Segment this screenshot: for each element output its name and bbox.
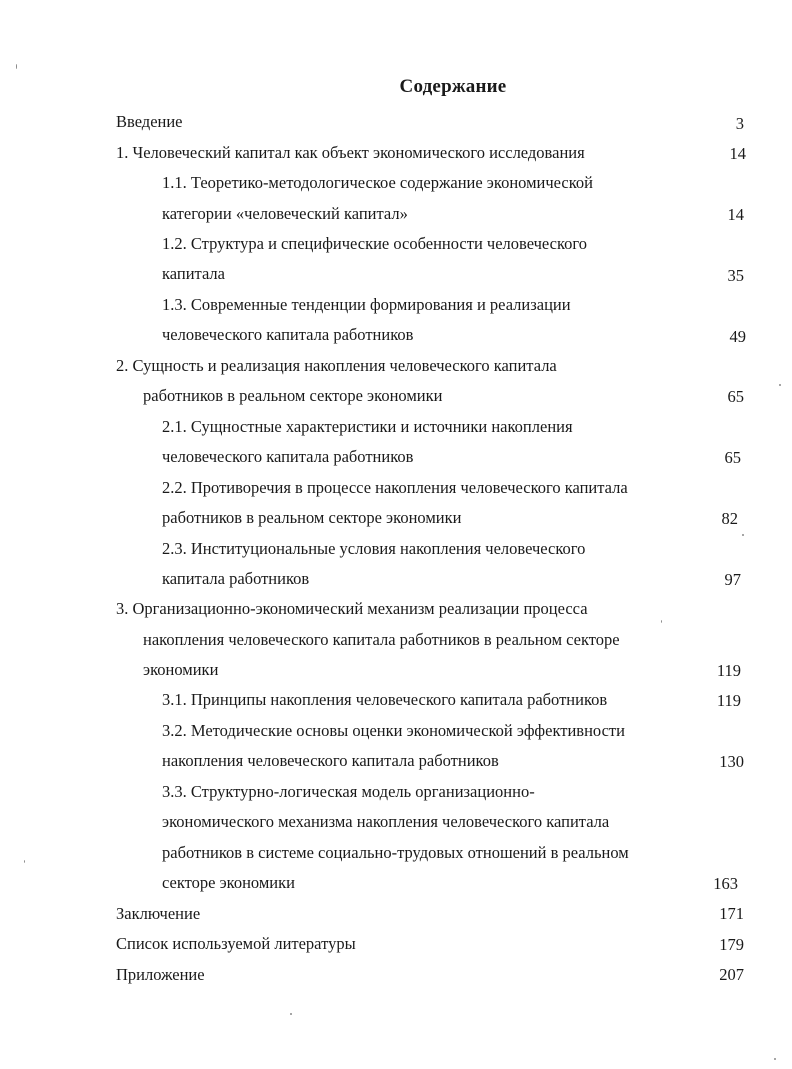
toc-section-heading: 3.3. Структурно-логическая модель организационно- xyxy=(162,782,535,801)
toc-section-heading: 2.2. Противоречия в процессе накопления человеческого капитала xyxy=(162,478,628,497)
scan-speck xyxy=(742,534,744,536)
toc-section-heading: 3.2. Методические основы оценки экономической эффективности xyxy=(162,721,625,740)
toc-entry-text: Заключение xyxy=(116,904,201,923)
toc-section-heading: 1.3. Современные тенденции формирования и реализации xyxy=(162,295,571,314)
toc-section-heading: 2.1. Сущностные характеристики и источники накопления xyxy=(162,417,573,436)
toc-chapter-heading: 2. Сущность и реализация накопления человеческого капитала xyxy=(116,356,557,375)
toc-section-heading: 2.3. Институциональные условия накопления человеческого xyxy=(162,539,586,558)
page-title: Содержание xyxy=(399,76,507,97)
toc-page-number: 207 xyxy=(719,965,744,984)
toc-entry-text: секторе экономики xyxy=(162,873,295,892)
toc-page-number: 97 xyxy=(724,570,741,589)
toc-entry-text: работников в реальном секторе экономики xyxy=(162,508,462,527)
scan-speck xyxy=(24,860,25,863)
toc-page-number: 163 xyxy=(713,874,738,893)
toc-entry-text: человеческого капитала работников xyxy=(162,447,414,466)
scan-speck xyxy=(661,620,662,623)
toc-entry-text: капитала работников xyxy=(162,569,310,588)
toc-entry-text: накопления человеческого капитала работников xyxy=(162,751,499,770)
toc-page-number: 3 xyxy=(735,114,744,133)
toc-section-heading: 1.2. Структура и специфические особенности человеческого xyxy=(162,234,588,253)
toc-page-number: 14 xyxy=(729,144,746,163)
toc-entry-text: капитала xyxy=(162,264,225,283)
toc-page-number: 14 xyxy=(727,205,744,224)
toc-page-number: 35 xyxy=(727,266,744,285)
toc-entry-text: работников в реальном секторе экономики xyxy=(143,386,443,405)
toc-page-number: 82 xyxy=(721,509,738,528)
toc-entry-text: экономики xyxy=(143,660,219,679)
toc-entry-text: экономического механизма накопления человеческого капитала xyxy=(162,812,610,831)
toc-entry-text: работников в системе социально-трудовых отношений в реальном xyxy=(162,843,629,862)
toc-chapter-heading: 3. Организационно-экономический механизм реализации процесса xyxy=(116,599,588,618)
toc-page-number: 65 xyxy=(724,448,741,467)
toc-page-number: 171 xyxy=(719,904,744,923)
scan-speck xyxy=(774,1058,776,1060)
toc-page-number: 49 xyxy=(729,327,746,346)
toc-entry-text: Приложение xyxy=(116,965,205,984)
toc-page-number: 179 xyxy=(719,935,744,954)
toc-page-number: 119 xyxy=(716,661,741,680)
toc-entry-text: Введение xyxy=(116,112,183,131)
scan-speck xyxy=(779,384,781,386)
toc-entry-text: категории «человеческий капитал» xyxy=(162,204,408,223)
toc-chapter-heading: 1. Человеческий капитал как объект экономического исследования xyxy=(116,143,585,162)
toc-entry-text: накопления человеческого капитала работников в реальном секторе xyxy=(143,630,620,649)
toc-page-number: 65 xyxy=(727,387,744,406)
scan-speck xyxy=(290,1013,292,1015)
toc-section-heading: 1.1. Теоретико-методологическое содержание экономической xyxy=(162,173,593,192)
toc-section-heading: 3.1. Принципы накопления человеческого капитала работников xyxy=(162,690,608,709)
toc-entry-text: Список используемой литературы xyxy=(116,934,356,953)
toc-page-number: 119 xyxy=(716,691,741,710)
toc-page-number: 130 xyxy=(719,752,744,771)
scan-speck xyxy=(16,64,17,69)
toc-entry-text: человеческого капитала работников xyxy=(162,325,414,344)
